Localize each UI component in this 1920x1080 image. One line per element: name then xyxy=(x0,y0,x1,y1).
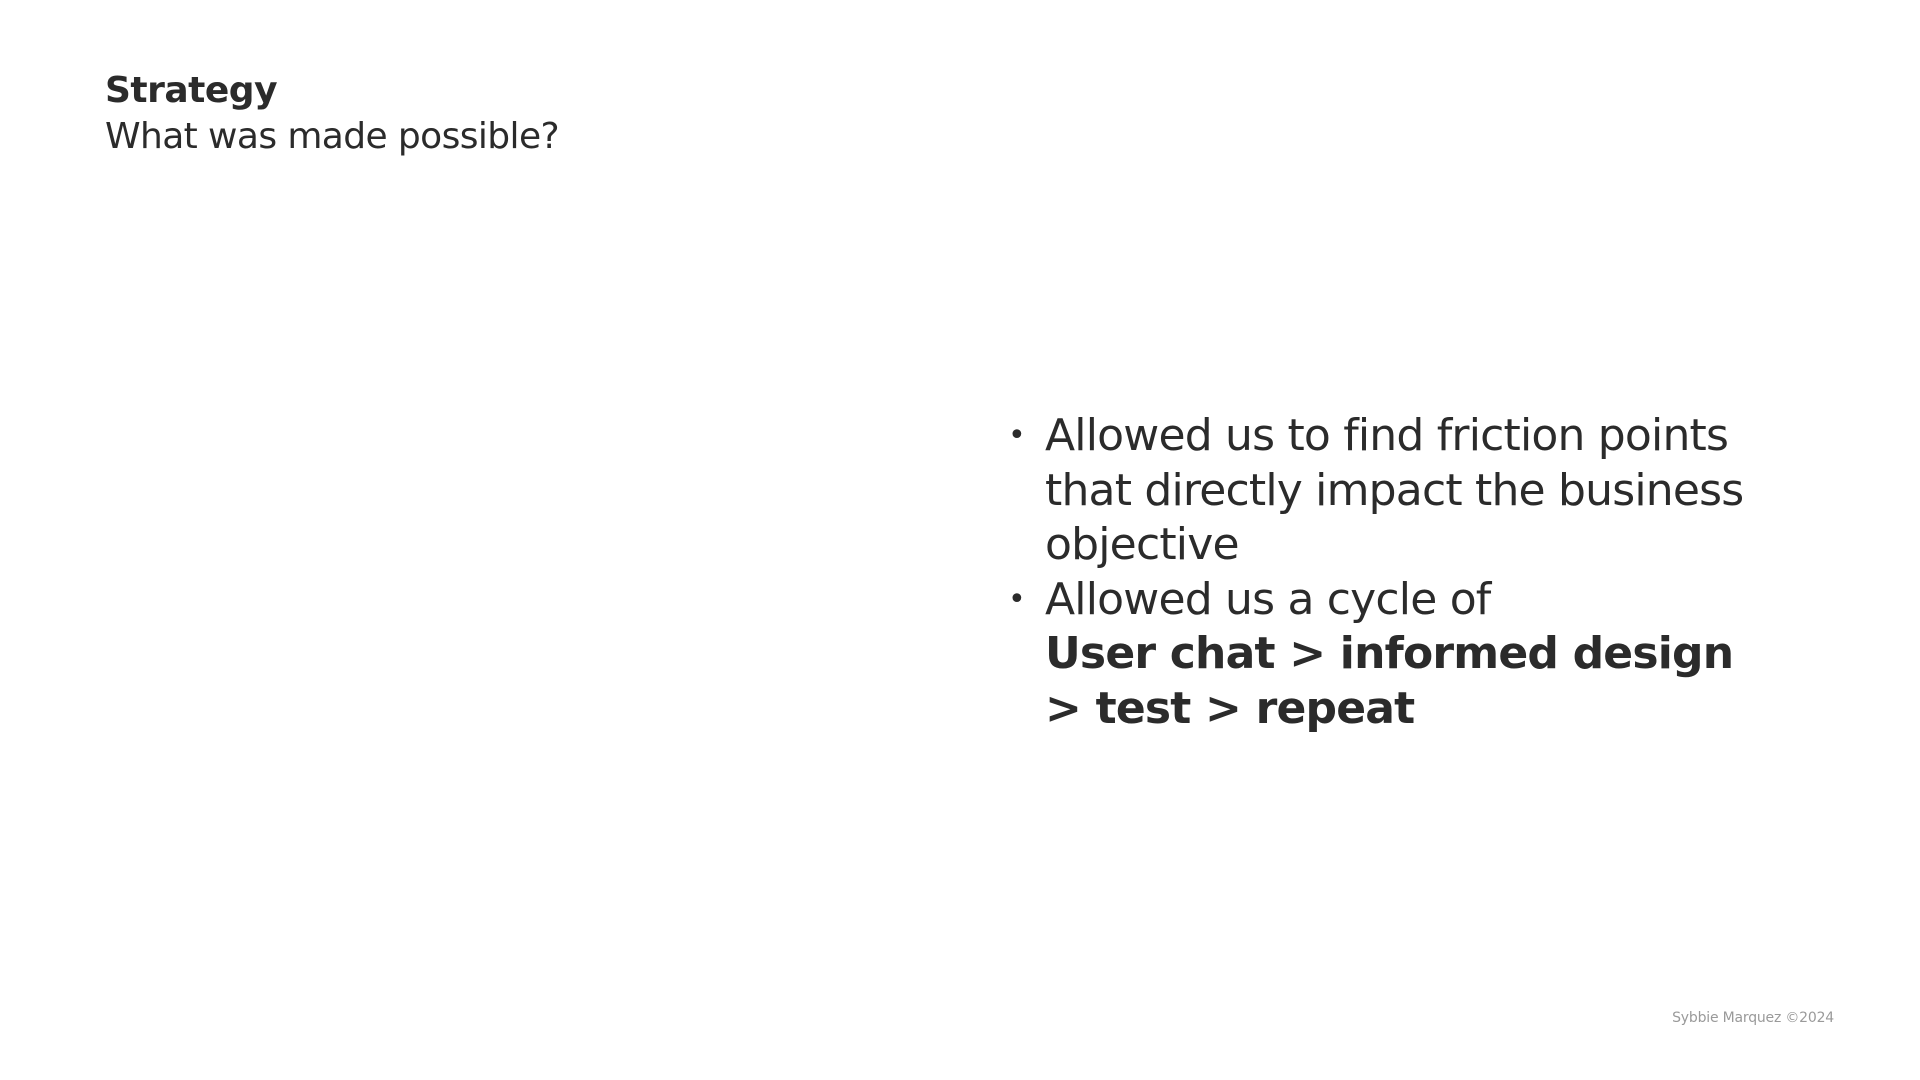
bullet-emphasis: User chat > informed design > test > repeat xyxy=(1045,628,1734,734)
bullet-text: Allowed us a cycle of xyxy=(1045,573,1491,625)
bullet-item xyxy=(1000,573,1750,737)
bullet-dot-icon: • xyxy=(1008,581,1025,617)
bullet-dot-icon: • xyxy=(1008,418,1025,453)
footer-credit: Sybbie Marquez ©2024 xyxy=(1672,1010,1834,1026)
bullet-text: Allowed us to find friction points that directly impact the business objective xyxy=(1045,410,1744,570)
section-title: Strategy xyxy=(105,70,278,111)
bullet-list xyxy=(1000,409,1750,736)
section-subtitle: What was made possible? xyxy=(105,116,560,157)
slide-header xyxy=(105,68,559,160)
bullet-item xyxy=(1000,409,1750,573)
